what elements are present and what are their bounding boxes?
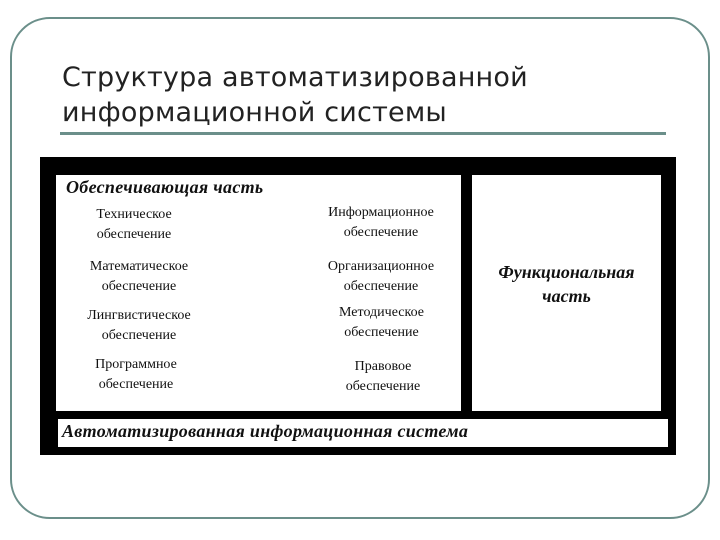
functional-part-title: Функциональная часть	[498, 262, 635, 306]
slide-title	[62, 60, 662, 130]
ais-structure-diagram	[40, 157, 676, 455]
slide-title-line2: информационной системы	[62, 97, 447, 128]
system-label: Автоматизированная информационная система	[62, 421, 469, 441]
support-part-title: Обеспечивающая часть	[66, 177, 264, 197]
support-part-box	[54, 173, 463, 413]
functional-part-box	[470, 173, 663, 413]
mathematical-support-item: Математическое обеспечение	[89, 259, 189, 294]
information-support-item: Информационное обеспечение	[328, 205, 434, 240]
slide-title-line1: Структура автоматизированной	[62, 62, 528, 93]
organizational-support-item: Организационное обеспечение	[327, 259, 435, 294]
software-support-item: Программное обеспечение	[95, 357, 177, 392]
methodical-support-item: Методическое обеспечение	[339, 305, 424, 340]
legal-support-item: Правовое обеспечение	[345, 359, 421, 394]
title-underline	[60, 132, 666, 135]
linguistic-support-item: Лингвистическое обеспечение	[87, 308, 191, 343]
system-label-strip	[58, 419, 668, 447]
technical-support-item: Техническое обеспечение	[96, 207, 172, 242]
